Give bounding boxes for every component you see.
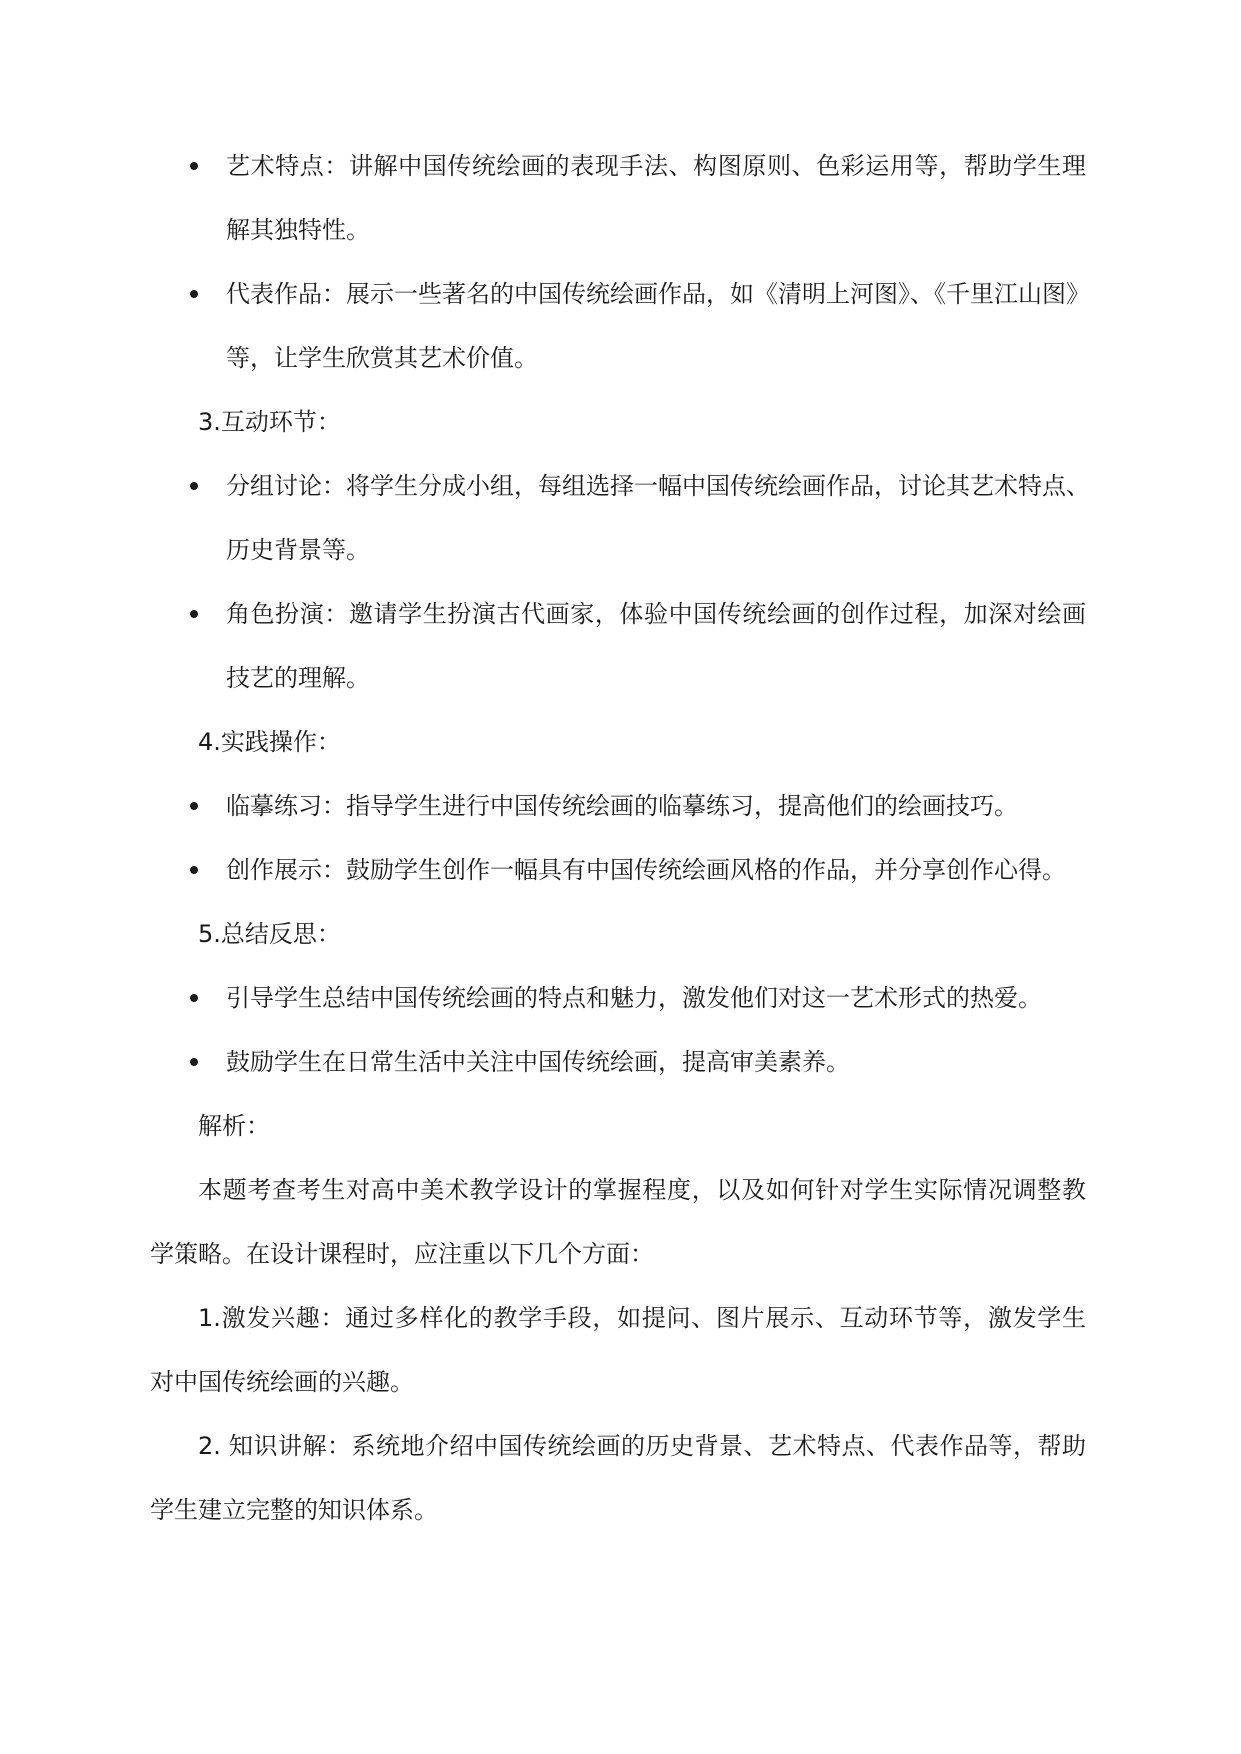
bullet-continuation: 等，让学生欣赏其艺术价值。	[226, 344, 538, 372]
bullet-dot	[190, 482, 198, 490]
section-number: 3.	[198, 408, 221, 436]
analysis-point-interest	[198, 1301, 1086, 1335]
analysis-intro-continuation: 学策略。在设计课程时，应注重以下几个方面：	[150, 1240, 654, 1268]
section-heading-practice	[198, 725, 341, 759]
bullet-text: ：讲解中国传统绘画的表现手法、构图原则、色彩运用等，帮助学生理	[324, 152, 1087, 180]
bullet-dot	[190, 1058, 198, 1066]
bullet-item-art-features	[226, 149, 1086, 183]
bullet-label: 艺术特点	[226, 152, 325, 180]
analysis-heading: 解析：	[198, 1112, 270, 1140]
section-heading-summary	[198, 917, 341, 951]
point-text: 激发兴趣：通过多样化的教学手段，如提问、图片展示、互动环节等，激发学生	[220, 1304, 1086, 1332]
bullet-dot	[190, 610, 198, 618]
point-text: 知识讲解：系统地介绍中国传统绘画的历史背景、艺术特点、代表作品等，帮助	[229, 1432, 1086, 1460]
bullet-label: 角色扮演	[226, 600, 325, 628]
bullet-continuation: 解其独特性。	[226, 216, 370, 244]
point-number: 2.	[198, 1432, 230, 1460]
bullet-item-daily-life: 鼓励学生在日常生活中关注中国传统绘画，提高审美素养。	[226, 1048, 850, 1076]
bullet-item-guide-summary: 引导学生总结中国传统绘画的特点和魅力，激发他们对这一艺术形式的热爱。	[226, 984, 1042, 1012]
bullet-item-role-play	[226, 597, 1086, 631]
bullet-item-copy-practice: 临摹练习：指导学生进行中国传统绘画的临摹练习，提高他们的绘画技巧。	[226, 792, 1018, 820]
bullet-text: ：展示一些著名的中国传统绘画作品，如《清明上河图》、《千里江山图》	[322, 280, 1090, 308]
bullet-label: 代表作品	[226, 280, 322, 308]
bullet-item-representative-works	[226, 277, 1090, 311]
bullet-label: 分组讨论	[226, 472, 322, 500]
section-number: 5.	[198, 920, 221, 948]
analysis-point-continuation: 学生建立完整的知识体系。	[150, 1496, 438, 1524]
section-heading-interaction	[198, 405, 341, 439]
section-title: 总结反思：	[220, 920, 341, 948]
bullet-dot	[190, 162, 198, 170]
bullet-text: ：邀请学生扮演古代画家，体验中国传统绘画的创作过程，加深对绘画	[324, 600, 1087, 628]
bullet-dot	[190, 866, 198, 874]
analysis-point-continuation: 对中国传统绘画的兴趣。	[150, 1368, 414, 1396]
bullet-item-creation-show: 创作展示：鼓励学生创作一幅具有中国传统绘画风格的作品，并分享创作心得。	[226, 856, 1066, 884]
section-title: 互动环节：	[220, 408, 341, 436]
bullet-item-group-discussion	[226, 469, 1090, 503]
section-title: 实践操作：	[220, 728, 341, 756]
analysis-intro: 本题考查考生对高中美术教学设计的掌握程度，以及如何针对学生实际情况调整教	[198, 1176, 1086, 1204]
bullet-dot	[190, 802, 198, 810]
bullet-continuation: 历史背景等。	[226, 536, 370, 564]
section-number: 4.	[198, 728, 221, 756]
point-number: 1.	[198, 1304, 221, 1332]
bullet-dot	[190, 994, 198, 1002]
bullet-text: ：将学生分成小组，每组选择一幅中国传统绘画作品，讨论其艺术特点、	[322, 472, 1090, 500]
analysis-point-knowledge	[198, 1429, 1086, 1463]
bullet-continuation: 技艺的理解。	[226, 664, 370, 692]
bullet-dot	[190, 290, 198, 298]
